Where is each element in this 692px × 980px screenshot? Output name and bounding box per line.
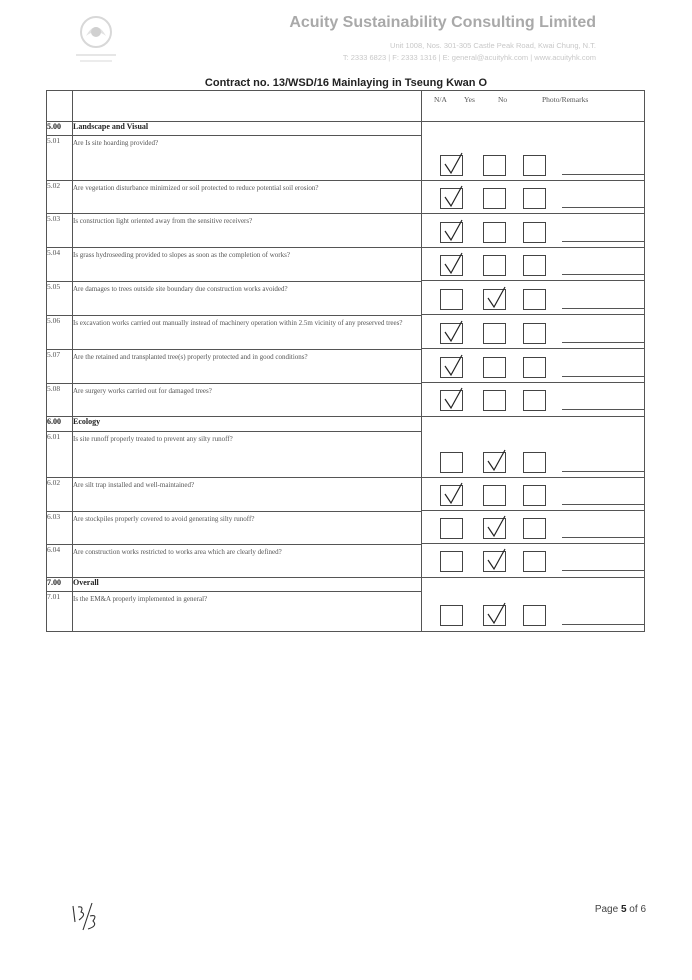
section-row bbox=[47, 122, 645, 136]
section-number: 7.00 bbox=[47, 578, 73, 592]
remarks-line[interactable] bbox=[562, 624, 644, 625]
row-separator bbox=[422, 477, 644, 478]
item-question: Are silt trap installed and well-maintained? bbox=[73, 478, 422, 511]
item-number: 5.02 bbox=[47, 181, 73, 214]
remarks-line[interactable] bbox=[562, 174, 644, 175]
row-separator bbox=[422, 314, 644, 315]
item-number: 6.03 bbox=[47, 511, 73, 544]
checkbox-na[interactable] bbox=[440, 390, 463, 411]
item-question: Are Is site hoarding provided? bbox=[73, 136, 422, 181]
item-question: Is site runoff properly treated to prevent any silty runoff? bbox=[73, 432, 422, 478]
checkbox-no[interactable] bbox=[523, 452, 546, 473]
checkbox-no[interactable] bbox=[523, 551, 546, 572]
answer-column bbox=[422, 122, 644, 416]
remarks-line[interactable] bbox=[562, 570, 644, 571]
item-question: Are vegetation disturbance minimized or soil protected to reduce potential soil erosion? bbox=[73, 181, 422, 214]
checkmark-icon bbox=[443, 219, 463, 243]
item-question: Are stockpiles properly covered to avoid generating silty runoff? bbox=[73, 511, 422, 544]
item-number: 5.06 bbox=[47, 315, 73, 349]
checkbox-na[interactable] bbox=[440, 452, 463, 473]
checkmark-icon bbox=[443, 320, 463, 344]
page-label: Page bbox=[594, 904, 621, 915]
column-header-row bbox=[47, 91, 645, 122]
remarks-line[interactable] bbox=[562, 504, 644, 505]
checkbox-na[interactable] bbox=[440, 289, 463, 310]
item-number: 7.01 bbox=[47, 592, 73, 632]
checkbox-no[interactable] bbox=[523, 323, 546, 344]
checkbox-no[interactable] bbox=[523, 485, 546, 506]
item-number: 6.01 bbox=[47, 432, 73, 478]
checkbox-na[interactable] bbox=[440, 357, 463, 378]
header-answer-cell bbox=[422, 91, 645, 122]
contract-title: Contract no. 13/WSD/16 Mainlaying in Tseung Kwan O bbox=[204, 77, 488, 89]
checkbox-yes[interactable] bbox=[483, 452, 506, 473]
checkmark-icon bbox=[443, 252, 463, 276]
checkmark-icon bbox=[443, 482, 463, 506]
remarks-line[interactable] bbox=[562, 376, 644, 377]
item-question: Are surgery works carried out for damaged trees? bbox=[73, 383, 422, 416]
checkmark-icon bbox=[486, 602, 506, 626]
item-number: 5.04 bbox=[47, 248, 73, 281]
checkbox-na[interactable] bbox=[440, 188, 463, 209]
page-of: of bbox=[626, 904, 641, 915]
checkmark-icon bbox=[486, 449, 506, 473]
checkbox-na[interactable] bbox=[440, 518, 463, 539]
checkbox-no[interactable] bbox=[523, 518, 546, 539]
checkbox-na[interactable] bbox=[440, 605, 463, 626]
item-number: 5.07 bbox=[47, 349, 73, 383]
address-line-1: Unit 1008, Nos. 301-305 Castle Peak Road, Kwai Chung, N.T. bbox=[390, 41, 596, 50]
remarks-line[interactable] bbox=[562, 409, 644, 410]
checkmark-icon bbox=[443, 185, 463, 209]
checkbox-no[interactable] bbox=[523, 222, 546, 243]
address-line-2: T: 2333 6823 | F: 2333 1316 | E: general@acuityhk.com | www.acuityhk.com bbox=[342, 53, 596, 62]
checkmark-icon bbox=[443, 354, 463, 378]
checkbox-yes[interactable] bbox=[483, 357, 506, 378]
row-separator bbox=[422, 280, 644, 281]
item-number: 5.08 bbox=[47, 383, 73, 416]
checkmark-icon bbox=[486, 548, 506, 572]
row-separator bbox=[422, 382, 644, 383]
column-remarks: Photo/Remarks bbox=[542, 95, 589, 104]
section-title: Ecology bbox=[73, 417, 422, 432]
section-row bbox=[47, 578, 645, 592]
page-current: 5 bbox=[620, 904, 627, 915]
checkmark-icon bbox=[443, 387, 463, 411]
checkbox-yes[interactable] bbox=[483, 485, 506, 506]
remarks-line[interactable] bbox=[562, 471, 644, 472]
section-number: 5.00 bbox=[47, 122, 73, 136]
row-separator bbox=[422, 348, 644, 349]
column-na: N/A bbox=[434, 95, 447, 104]
remarks-line[interactable] bbox=[562, 537, 644, 538]
row-separator bbox=[422, 213, 644, 214]
checkbox-no[interactable] bbox=[523, 289, 546, 310]
checkmark-icon bbox=[486, 515, 506, 539]
initials-signature bbox=[68, 898, 104, 934]
checkbox-yes[interactable] bbox=[483, 289, 506, 310]
checkmark-icon bbox=[486, 286, 506, 310]
column-yes: Yes bbox=[464, 95, 475, 104]
row-separator bbox=[422, 543, 644, 544]
item-question: Are damages to trees outside site boundary due construction works avoided? bbox=[73, 281, 422, 315]
checkbox-no[interactable] bbox=[523, 155, 546, 176]
checkbox-no[interactable] bbox=[523, 188, 546, 209]
section-answer-cell bbox=[422, 417, 645, 578]
checkbox-na[interactable] bbox=[440, 551, 463, 572]
checkbox-yes[interactable] bbox=[483, 255, 506, 276]
section-row bbox=[47, 417, 645, 432]
header-num-cell bbox=[47, 91, 73, 122]
checkbox-yes[interactable] bbox=[483, 222, 506, 243]
section-answer-cell bbox=[422, 578, 645, 632]
remarks-line[interactable] bbox=[562, 342, 644, 343]
section-number: 6.00 bbox=[47, 417, 73, 432]
item-question: Is the EM&A properly implemented in general? bbox=[73, 592, 422, 632]
company-name: Acuity Sustainability Consulting Limited bbox=[289, 14, 596, 31]
item-question: Is excavation works carried out manually instead of machinery operation within 2.5m vicinity of any preserved trees? bbox=[73, 315, 422, 349]
section-answer-cell bbox=[422, 122, 645, 417]
item-question: Are the retained and transplanted tree(s) properly protected and in good conditions? bbox=[73, 349, 422, 383]
row-separator bbox=[422, 247, 644, 248]
checklist-table bbox=[46, 90, 645, 632]
column-no: No bbox=[498, 95, 508, 104]
item-number: 5.03 bbox=[47, 214, 73, 248]
company-address bbox=[266, 40, 596, 64]
answer-column bbox=[422, 578, 644, 631]
checkbox-yes[interactable] bbox=[483, 323, 506, 344]
checklist-body bbox=[47, 91, 645, 632]
checkbox-yes[interactable] bbox=[483, 390, 506, 411]
checkbox-no[interactable] bbox=[523, 255, 546, 276]
item-number: 5.05 bbox=[47, 281, 73, 315]
remarks-line[interactable] bbox=[562, 308, 644, 309]
checkbox-no[interactable] bbox=[523, 390, 546, 411]
checkbox-na[interactable] bbox=[440, 155, 463, 176]
section-title: Overall bbox=[73, 578, 422, 592]
row-separator bbox=[422, 510, 644, 511]
checkbox-no[interactable] bbox=[523, 605, 546, 626]
item-number: 6.04 bbox=[47, 544, 73, 577]
checkbox-na[interactable] bbox=[440, 222, 463, 243]
checkbox-yes[interactable] bbox=[483, 188, 506, 209]
row-separator bbox=[422, 180, 644, 181]
item-number: 6.02 bbox=[47, 478, 73, 511]
remarks-line[interactable] bbox=[562, 274, 644, 275]
checkbox-yes[interactable] bbox=[483, 518, 506, 539]
item-question: Is grass hydroseeding provided to slopes as soon as the completion of works? bbox=[73, 248, 422, 281]
checkmark-icon bbox=[443, 152, 463, 176]
header-desc-cell bbox=[73, 91, 422, 122]
checkbox-yes[interactable] bbox=[483, 551, 506, 572]
checkbox-na[interactable] bbox=[440, 323, 463, 344]
checkbox-na[interactable] bbox=[440, 255, 463, 276]
checkbox-na[interactable] bbox=[440, 485, 463, 506]
checkbox-yes[interactable] bbox=[483, 155, 506, 176]
page-number bbox=[595, 904, 646, 915]
remarks-line[interactable] bbox=[562, 207, 644, 208]
page-total: 6 bbox=[640, 904, 646, 915]
company-logo bbox=[62, 10, 132, 68]
item-number: 5.01 bbox=[47, 136, 73, 181]
checkbox-no[interactable] bbox=[523, 357, 546, 378]
answer-column bbox=[422, 417, 644, 577]
item-question: Are construction works restricted to works area which are clearly defined? bbox=[73, 544, 422, 577]
item-question: Is construction light oriented away from the sensitive receivers? bbox=[73, 214, 422, 248]
section-title: Landscape and Visual bbox=[73, 122, 422, 136]
remarks-line[interactable] bbox=[562, 241, 644, 242]
checkbox-yes[interactable] bbox=[483, 605, 506, 626]
